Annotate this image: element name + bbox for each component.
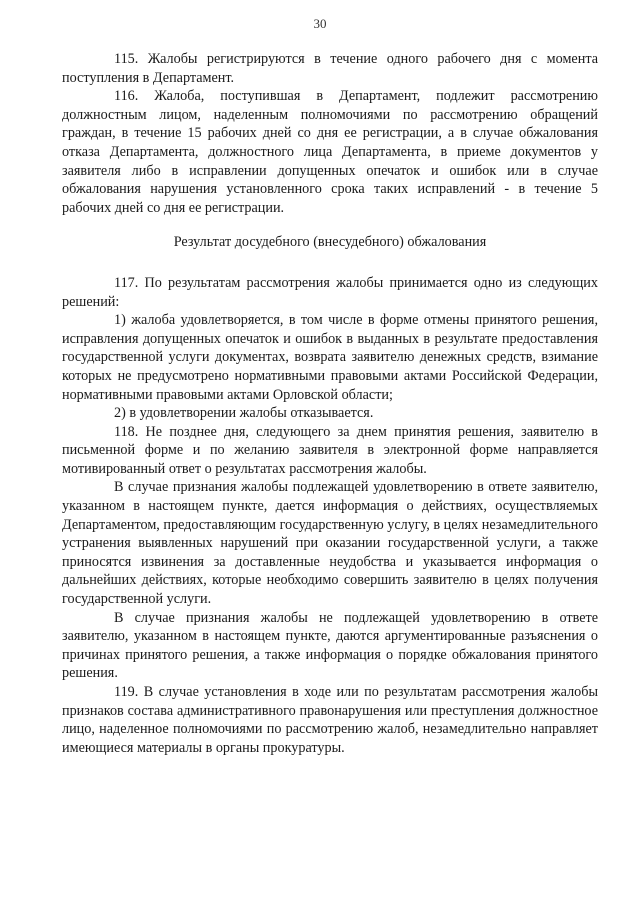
paragraph-116: 116. Жалоба, поступившая в Департамент, подлежит рассмотрению должностным лицом, наделенным полномочиями по рассмотрению обращений граждан, в течение 15 рабочих дней со дня ее регистрации, а в случае обжалования отказа Департамента, должностного лица Департамента, в приеме документов у заявителя либо в исправлении допущенных опечаток и ошибок или в случае обжалования нарушения установленного срока таких исправлений - в течение 5 рабочих дней со дня ее регистрации. [62,88,598,216]
paragraph-117-item-1: 1) жалоба удовлетворяется, в том числе в форме отмены принятого решения, исправления допущенных опечаток и ошибок в выданных в результате предоставления государственной услуги документах, возврата заявителю денежных средств, взимание которых не предусмотрено нормативными правовыми актами Российской Федерации, нормативными правовыми актами Орловской области; [62,312,598,403]
paragraph-118-rejected: В случае признания жалобы не подлежащей удовлетворению в ответе заявителю, указанном в настоящем пункте, даются аргументированные разъяснения о причинах принятого решения, а также информация о порядке обжалования принятого решения. [62,609,598,682]
paragraph-117-item-2: 2) в удовлетворении жалобы отказывается. [114,405,374,422]
paragraph-119: 119. В случае установления в ходе или по результатам рассмотрения жалобы признаков состава административного правонарушения или преступления должностное лицо, наделенное полномочиями по рассмотрению жалоб, незамедлительно направляет имеющиеся материалы в органы прокуратуры. [62,684,598,756]
document-body [62,50,598,757]
paragraph-115: 115. Жалобы регистрируются в течение одного рабочего дня с момента поступления в Департамент. [62,51,598,86]
paragraph-118: 118. Не позднее дня, следующего за днем принятия решения, заявителю в письменной форме и по желанию заявителя в электронной форме направляется мотивированный ответ о результатах рассмотрения жалобы. [62,423,598,477]
paragraph-118-satisfied: В случае признания жалобы подлежащей удовлетворению в ответе заявителю, указанном в настоящем пункте, дается информация о действиях, осуществляемых Департаментом, предоставляющим государственную услугу, в целях незамедлительного устранения выявленных нарушений при оказании государственной услуги, а также приносятся извинения за доставленные неудобства и указывается информация о дальнейших действиях, которые необходимо совершить заявителю в целях получения государственной услуги. [62,479,599,608]
page-number: 30 [313,16,327,31]
paragraph-117: 117. По результатам рассмотрения жалобы принимается одно из следующих решений: [62,274,598,310]
section-heading: Результат досудебного (внесудебного) обжалования [173,234,487,251]
